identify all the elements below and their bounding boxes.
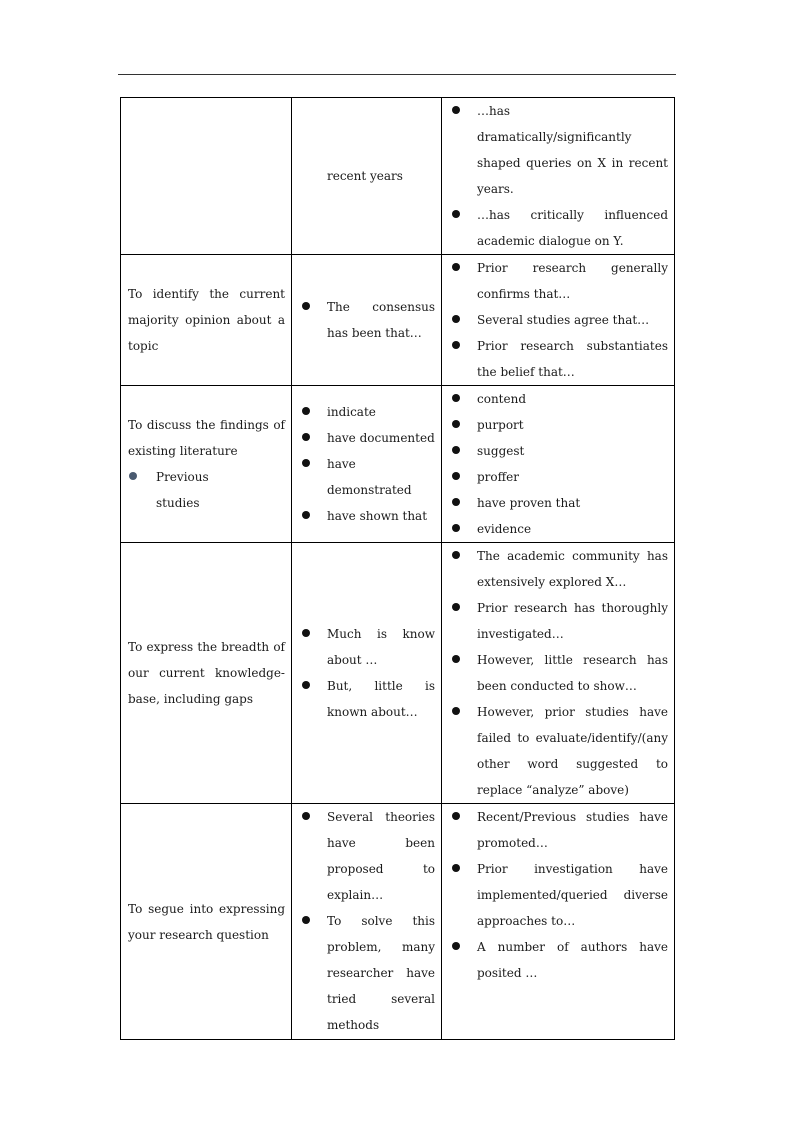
table-row xyxy=(121,386,675,543)
list-item: …has critically influenced academic dialogue on Y. xyxy=(449,202,668,254)
list-item: To solve this problem, many researcher have tried several methods xyxy=(299,908,435,1038)
alternatives-cell xyxy=(442,386,675,543)
table-row xyxy=(121,98,675,255)
list-item: purport xyxy=(449,412,668,438)
purpose-cell xyxy=(121,386,292,543)
list-item: Previous studies xyxy=(128,464,216,516)
purpose-cell xyxy=(121,543,292,804)
list-item: But, little is known about… xyxy=(299,673,435,725)
list-item: Prior research has thoroughly investigated… xyxy=(449,595,668,647)
list-item: However, prior studies have failed to evaluate/identify/(any other word suggested to replace “analyze” above) xyxy=(449,699,668,803)
list-item: Prior investigation have implemented/queried diverse approaches to… xyxy=(449,856,668,934)
alternatives-cell xyxy=(442,804,675,1040)
list-item: Recent/Previous studies have promoted… xyxy=(449,804,668,856)
list-item: A number of authors have posited … xyxy=(449,934,668,986)
phrases-cell xyxy=(292,804,442,1040)
list-item: …has dramatically/significantly shaped queries on X in recent years. xyxy=(449,98,668,202)
phrases-cell xyxy=(292,543,442,804)
continued-text: recent years xyxy=(327,169,403,183)
list-item: have shown that xyxy=(299,503,435,529)
list-item: evidence xyxy=(449,516,668,542)
list-item: have documented xyxy=(299,425,435,451)
purpose-cell xyxy=(121,255,292,386)
purpose-cell xyxy=(121,98,292,255)
list-item: indicate xyxy=(299,399,435,425)
list-item: However, little research has been conducted to show… xyxy=(449,647,668,699)
list-item: The academic community has extensively explored X… xyxy=(449,543,668,595)
list-item: suggest xyxy=(449,438,668,464)
list-item: have proven that xyxy=(449,490,668,516)
phrases-cell xyxy=(292,386,442,543)
header-rule xyxy=(118,74,676,75)
list-item: Prior research generally confirms that… xyxy=(449,255,668,307)
list-item: proffer xyxy=(449,464,668,490)
purpose-text: To segue into expressing your research question xyxy=(128,901,285,942)
list-item: Several studies agree that… xyxy=(449,307,668,333)
alternatives-cell xyxy=(442,543,675,804)
phrases-cell xyxy=(292,255,442,386)
list-item: Prior research substantiates the belief that… xyxy=(449,333,668,385)
purpose-cell xyxy=(121,804,292,1040)
phrases-cell xyxy=(292,98,442,255)
alternatives-cell xyxy=(442,98,675,255)
table-row xyxy=(121,255,675,386)
purpose-text: To discuss the findings of existing literature xyxy=(128,418,285,458)
list-item: Much is know about … xyxy=(299,621,435,673)
purpose-text: To express the breadth of our current knowledge-base, including gaps xyxy=(128,640,285,706)
list-item: The consensus has been that… xyxy=(299,294,435,346)
purpose-text: To identify the current majority opinion about a topic xyxy=(128,287,285,353)
list-item: contend xyxy=(449,386,668,412)
table-row xyxy=(121,804,675,1040)
academic-phrase-table xyxy=(120,97,675,1040)
list-item: have demonstrated xyxy=(299,451,435,503)
alternatives-cell xyxy=(442,255,675,386)
table-row xyxy=(121,543,675,804)
list-item: Several theories have been proposed to explain… xyxy=(299,804,435,908)
